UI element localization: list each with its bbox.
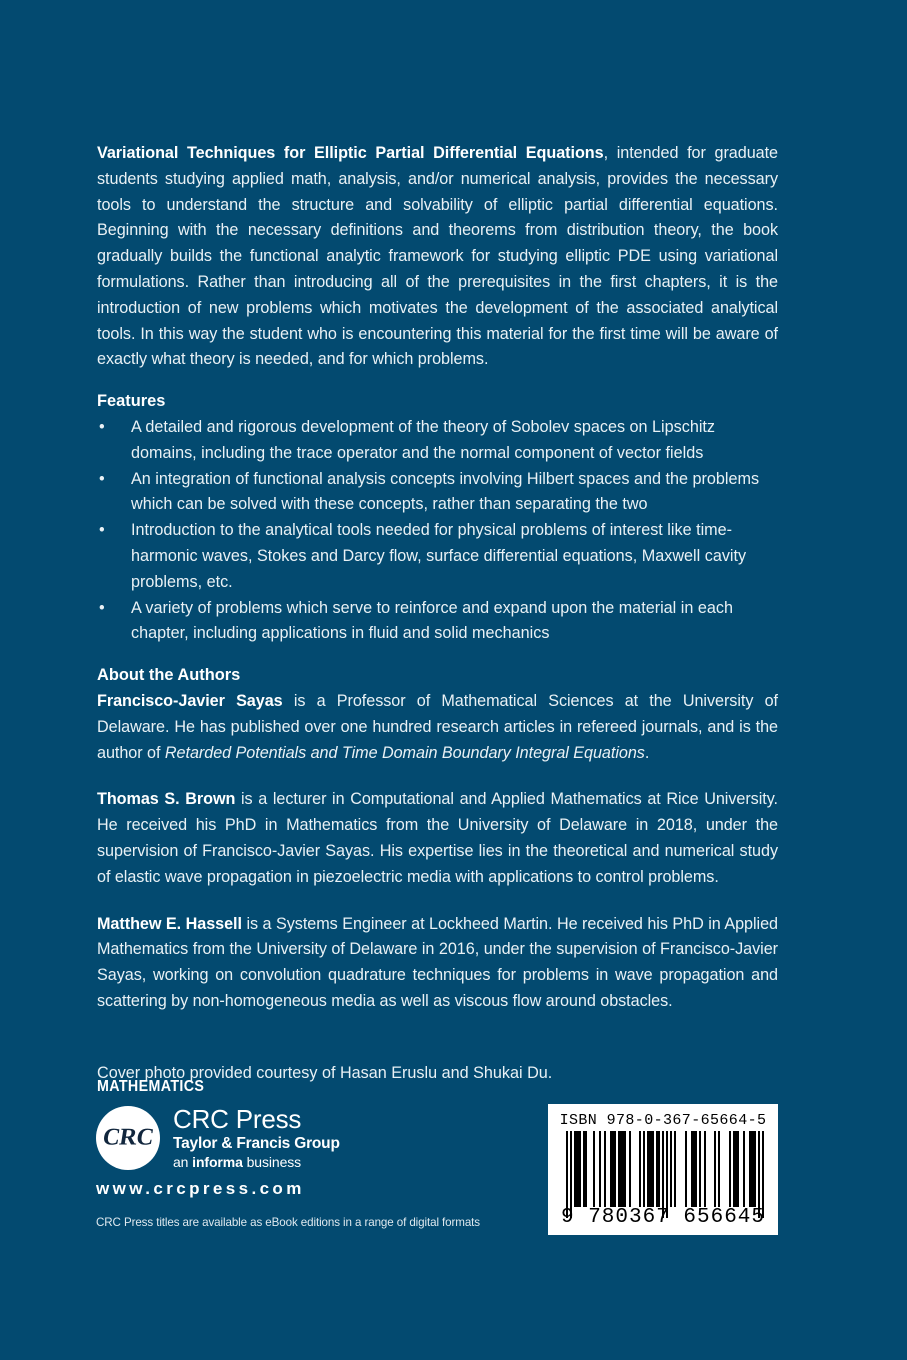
bullet-icon: • [99, 521, 105, 540]
publisher-logo-row [96, 1104, 496, 1172]
author-bio-text: is a Professor of Mathematical Sciences at the University of Delaware. He has published over one hundred research articles in refereed journals, and is the author of [97, 691, 778, 762]
cover-text-block [97, 141, 778, 1087]
informa-brand: informa [192, 1154, 243, 1170]
publisher-website-url[interactable]: www.crcpress.com [96, 1179, 305, 1198]
feature-text: An integration of functional analysis concepts involving Hilbert spaces and the problems which can be solved with these concepts, rather than separating the two [131, 469, 760, 514]
informa-prefix: an [173, 1154, 193, 1170]
publisher-block [96, 1104, 496, 1229]
book-blurb-body: , intended for graduate students studying applied math, analysis, and/or numerical analysis, provides the necessary tools to understand the structure and solvability of elliptic partial differential equations. Beginning with the necessary definitions and theorems from distribution theory, the book gradually builds the functional analytic framework for studying elliptic PDE using variational formulations. Rather than introducing all of the prerequisites in the first chapters, it is the introduction of new problems which motivates the development of the associated analytical tools. In this way the student who is encountering this material for the first time will be aware of exactly what theory is needed, and for which problems. [97, 144, 778, 369]
author-name: Thomas S. Brown [97, 790, 236, 809]
author-name: Francisco-Javier Sayas [97, 691, 283, 710]
author-work-title: Retarded Potentials and Time Domain Boundary Integral Equations [164, 743, 645, 762]
bullet-icon: • [99, 469, 105, 488]
isbn-number-label: ISBN 978-0-367-65664-5 [559, 1112, 767, 1129]
crc-logo-text: CRC [100, 1124, 156, 1151]
publisher-name: CRC Press [173, 1104, 302, 1134]
publisher-wordmark [160, 1104, 340, 1172]
crc-logo-icon [96, 1106, 160, 1170]
list-item [97, 596, 778, 648]
publisher-group: Taylor & Francis Group [173, 1135, 340, 1152]
features-list [97, 415, 778, 647]
about-authors-heading: About the Authors [97, 666, 241, 685]
author-bio-brown [97, 766, 778, 890]
barcode-icon [558, 1129, 768, 1207]
author-bio-text: is a lecturer in Computational and Applied Mathematics at Rice University. He received his PhD in Mathematics from the University of Delaware in 2018, under the supervision of Francisco-Javier Sayas. His expertise lies in the theoretical and numerical study of elastic wave propagation in piezoelectric media with applications to control problems. [97, 790, 778, 886]
list-item [97, 467, 778, 519]
author-bio-sayas [97, 689, 778, 766]
author-bio-text: is a Systems Engineer at Lockheed Martin. He received his PhD in Applied Mathematics from the University of Delaware in 2016, under the supervision of Francisco-Javier Sayas, working on convolution quadrature techniques for problems in wave propagation and scattering by non-homogeneous media as well as viscous flow around obstacles. [97, 914, 778, 1010]
book-blurb [97, 141, 778, 373]
ebook-availability-note: CRC Press titles are available as eBook editions in a range of digital formats [96, 1216, 481, 1229]
book-title: Variational Techniques for Elliptic Partial Differential Equations [97, 144, 604, 162]
bullet-icon: • [99, 417, 105, 436]
isbn-barcode-digits: 9 780367 656645 [560, 1206, 766, 1229]
features-heading: Features [97, 392, 166, 411]
feature-text: Introduction to the analytical tools needed for physical problems of interest like time-harmonic waves, Stokes and Darcy flow, surface differential equations, Maxwell cavity problems, etc. [131, 521, 747, 591]
feature-text: A variety of problems which serve to reinforce and expand upon the material in each chapter, including applications in fluid and solid mechanics [131, 598, 733, 643]
publisher-informa-line [173, 1153, 340, 1172]
list-item [97, 415, 778, 467]
informa-suffix: business [242, 1154, 302, 1170]
feature-text: A detailed and rigorous development of the theory of Sobolev spaces on Lipschitz domains, including the trace operator and the normal component of vector fields [131, 417, 716, 462]
bullet-icon: • [99, 598, 105, 617]
author-bio-text-tail: . [644, 743, 650, 762]
subject-category-label: MATHEMATICS [97, 1078, 205, 1095]
list-item [97, 518, 778, 595]
author-bio-hassell [97, 891, 778, 1015]
cover-photo-credit: Cover photo provided courtesy of Hasan Eruslu and Shukai Du. [97, 1063, 553, 1082]
author-name: Matthew E. Hassell [97, 914, 242, 933]
isbn-barcode-block [548, 1104, 778, 1235]
